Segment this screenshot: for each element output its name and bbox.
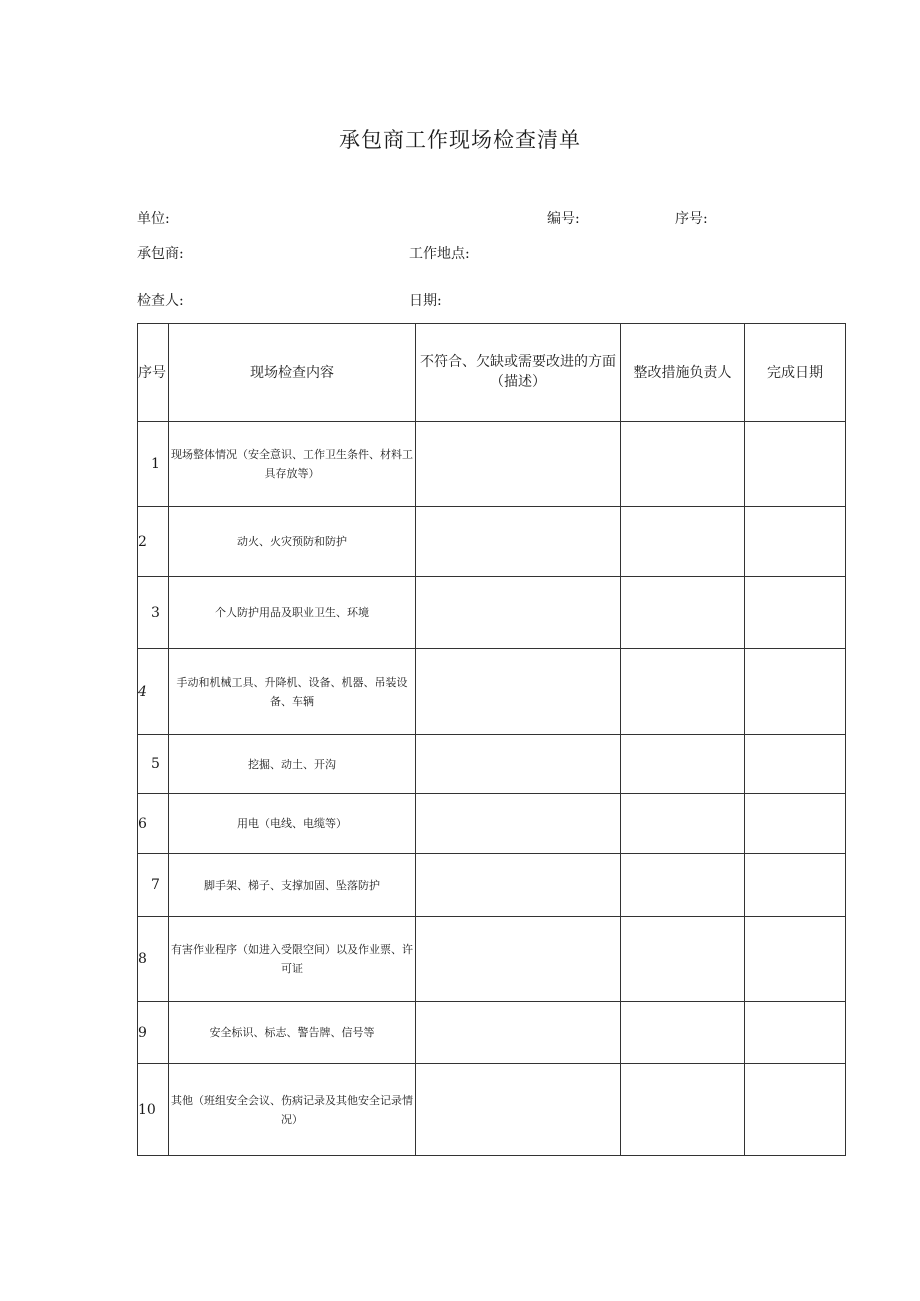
- issues-cell[interactable]: [416, 1002, 621, 1064]
- table-row: [138, 507, 846, 577]
- table-row: [138, 735, 846, 794]
- done-date-cell[interactable]: [745, 577, 846, 649]
- table-row: [138, 1002, 846, 1064]
- date-label: 日期:: [409, 293, 442, 309]
- check-item: 安全标识、标志、警告牌、信号等: [169, 1002, 416, 1064]
- row-number: 10: [138, 1064, 169, 1156]
- table-row: [138, 649, 846, 735]
- responsible-cell[interactable]: [621, 1064, 745, 1156]
- issues-cell[interactable]: [416, 917, 621, 1002]
- header-responsible: 整改措施负责人: [621, 324, 745, 422]
- table-header-row: [138, 324, 846, 422]
- check-item: 有害作业程序（如进入受限空间）以及作业票、许可证: [169, 917, 416, 1002]
- done-date-cell[interactable]: [745, 854, 846, 917]
- issues-cell[interactable]: [416, 422, 621, 507]
- responsible-cell[interactable]: [621, 794, 745, 854]
- issues-cell[interactable]: [416, 735, 621, 794]
- done-date-cell[interactable]: [745, 917, 846, 1002]
- done-date-cell[interactable]: [745, 735, 846, 794]
- responsible-cell[interactable]: [621, 917, 745, 1002]
- row-number: 5: [138, 735, 169, 794]
- responsible-cell[interactable]: [621, 854, 745, 917]
- table-row: [138, 917, 846, 1002]
- inspector-label: 检查人:: [137, 293, 184, 309]
- check-item: 脚手架、梯子、支撑加固、坠落防护: [169, 854, 416, 917]
- check-item: 挖掘、动土、开沟: [169, 735, 416, 794]
- done-date-cell[interactable]: [745, 649, 846, 735]
- done-date-cell[interactable]: [745, 422, 846, 507]
- done-date-cell[interactable]: [745, 507, 846, 577]
- table-row: [138, 794, 846, 854]
- unit-label: 单位:: [137, 211, 170, 227]
- header-issues: 不符合、欠缺或需要改进的方面（描述）: [416, 324, 621, 422]
- table-row: [138, 422, 846, 507]
- table-row: [138, 854, 846, 917]
- check-item: 个人防护用品及职业卫生、环境: [169, 577, 416, 649]
- contractor-label: 承包商:: [137, 246, 184, 262]
- table-row: [138, 1064, 846, 1156]
- issues-cell[interactable]: [416, 1064, 621, 1156]
- row-number: 4: [138, 649, 169, 735]
- page-title: 承包商工作现场检查清单: [339, 128, 581, 152]
- done-date-cell[interactable]: [745, 1002, 846, 1064]
- row-number: 2: [138, 507, 169, 577]
- check-item: 其他（班组安全会议、伤病记录及其他安全记录情况）: [169, 1064, 416, 1156]
- table-row: [138, 577, 846, 649]
- responsible-cell[interactable]: [621, 577, 745, 649]
- issues-cell[interactable]: [416, 649, 621, 735]
- code-label: 编号:: [547, 211, 580, 227]
- done-date-cell[interactable]: [745, 1064, 846, 1156]
- responsible-cell[interactable]: [621, 507, 745, 577]
- check-item: 手动和机械工具、升降机、设备、机器、吊装设备、车辆: [169, 649, 416, 735]
- work-location-label: 工作地点:: [409, 246, 470, 262]
- header-no: 序号: [138, 324, 169, 422]
- check-item: 用电（电线、电缆等）: [169, 794, 416, 854]
- row-number: 9: [138, 1002, 169, 1064]
- issues-cell[interactable]: [416, 577, 621, 649]
- row-number: 3: [138, 577, 169, 649]
- issues-cell[interactable]: [416, 794, 621, 854]
- responsible-cell[interactable]: [621, 422, 745, 507]
- header-done-date: 完成日期: [745, 324, 846, 422]
- responsible-cell[interactable]: [621, 1002, 745, 1064]
- serial-label: 序号:: [675, 211, 708, 227]
- done-date-cell[interactable]: [745, 794, 846, 854]
- row-number: 6: [138, 794, 169, 854]
- check-item: 现场整体情况（安全意识、工作卫生条件、材料工具存放等）: [169, 422, 416, 507]
- responsible-cell[interactable]: [621, 649, 745, 735]
- header-content: 现场检查内容: [169, 324, 416, 422]
- issues-cell[interactable]: [416, 507, 621, 577]
- row-number: 8: [138, 917, 169, 1002]
- row-number: 7: [138, 854, 169, 917]
- inspection-table: [137, 323, 846, 1156]
- check-item: 动火、火灾预防和防护: [169, 507, 416, 577]
- issues-cell[interactable]: [416, 854, 621, 917]
- row-number: 1: [138, 422, 169, 507]
- responsible-cell[interactable]: [621, 735, 745, 794]
